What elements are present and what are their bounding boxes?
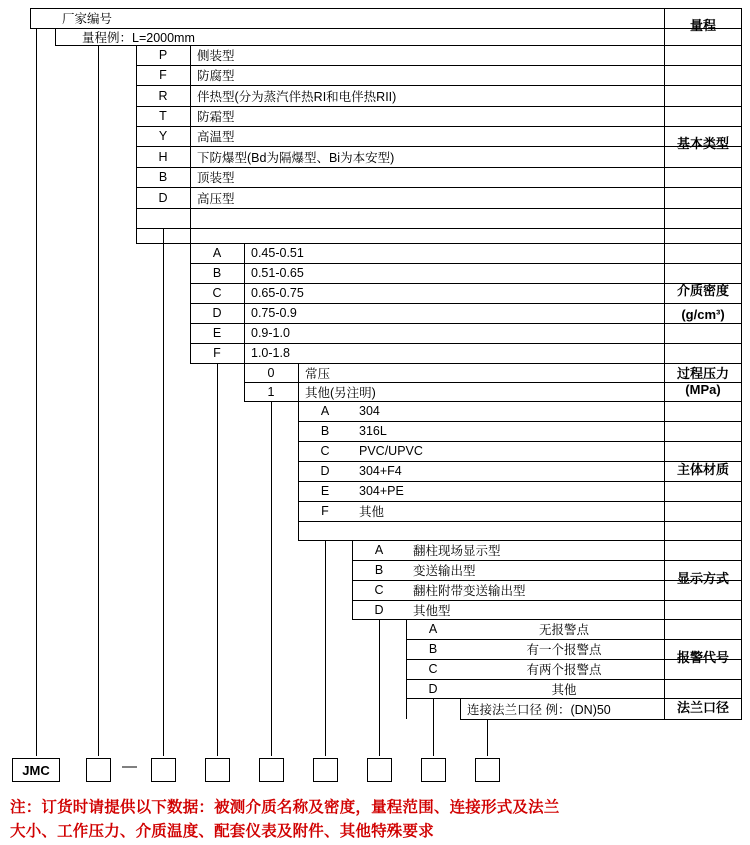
material-code: F: [321, 504, 329, 518]
material-code: A: [320, 404, 330, 418]
basic-type-text: 防腐型: [197, 69, 235, 83]
basic-type-text: 侧装型: [197, 49, 235, 63]
density-text: 1.0-1.8: [251, 346, 290, 360]
order-note-line1: 注：订货时请提供以下数据：被测介质名称及密度，量程范围、连接形式及法兰: [10, 799, 560, 816]
group-display-mode: 显示方式: [676, 571, 729, 587]
basic-type-code: H: [158, 149, 168, 164]
material-text: PVC/UPVC: [359, 444, 423, 458]
display-text: 翻柱附带变送输出型: [413, 584, 526, 598]
basic-type-code: Y: [158, 129, 168, 143]
leader-line: [98, 45, 99, 756]
order-note-line2: 大小、工作压力、介质温度、配套仪表及附件、其他特殊要求: [10, 823, 434, 841]
material-code: C: [320, 444, 330, 458]
code-box[interactable]: [475, 758, 500, 782]
range-example-label: 量程例：L=2000mm: [82, 30, 195, 45]
density-text: 0.51-0.65: [251, 266, 304, 280]
basic-type-code: R: [158, 88, 168, 103]
code-box[interactable]: [313, 758, 338, 782]
alarm-code: C: [428, 662, 438, 676]
basic-type-text: 高温型: [197, 130, 235, 144]
leader-line: [325, 540, 326, 756]
density-code: D: [212, 306, 222, 320]
density-code: F: [213, 346, 221, 360]
material-text: 316L: [359, 424, 387, 438]
basic-type-code: D: [158, 190, 168, 205]
group-density: 介质密度 (g/cm³): [676, 282, 729, 322]
group-body-material: 主体材质: [676, 462, 729, 478]
code-box[interactable]: [151, 758, 176, 782]
divider: [30, 8, 31, 28]
dash-separator: —: [122, 758, 137, 775]
display-code: C: [374, 583, 384, 597]
density-code: B: [212, 266, 222, 280]
code-box[interactable]: [259, 758, 284, 782]
pressure-text: 其他(另注明): [305, 385, 376, 400]
alarm-text: 有一个报警点: [526, 643, 602, 657]
alarm-text: 无报警点: [538, 623, 589, 637]
flange-text: 连接法兰口径 例：(DN)50: [467, 702, 611, 717]
basic-type-text: 顶装型: [197, 171, 235, 185]
density-text: 0.45-0.51: [251, 246, 304, 260]
density-text: 0.9-1.0: [251, 326, 290, 340]
group-alarm-code: 报警代号: [676, 650, 729, 666]
density-code: A: [212, 246, 222, 260]
alarm-code: A: [428, 622, 438, 636]
divider: [136, 228, 742, 229]
material-code: D: [320, 464, 330, 478]
leader-line: [163, 228, 164, 756]
leader-line: [36, 28, 37, 756]
basic-type-text: 下防爆型(Bd为隔爆型、Bi为本安型): [197, 150, 395, 165]
divider: [55, 28, 56, 45]
display-code: B: [374, 563, 384, 577]
pressure-code: 1: [267, 384, 275, 399]
leader-line: [433, 698, 434, 756]
code-box[interactable]: [86, 758, 111, 782]
basic-type-code: F: [159, 68, 167, 82]
alarm-code: D: [428, 681, 438, 696]
leader-line: [487, 719, 488, 756]
alarm-text: 有两个报警点: [526, 663, 602, 677]
display-text: 变送输出型: [413, 564, 476, 578]
display-code: D: [374, 602, 384, 617]
material-text: 304+PE: [359, 484, 404, 498]
alarm-code: B: [428, 642, 438, 656]
display-text: 翻柱现场显示型: [413, 544, 501, 558]
density-code: E: [212, 326, 222, 340]
order-note: [10, 796, 740, 844]
material-code: E: [320, 484, 330, 498]
code-box[interactable]: [367, 758, 392, 782]
basic-type-text: 伴热型(分为蒸汽伴热RI和电伴热RII): [197, 89, 397, 104]
pressure-text: 常压: [305, 366, 331, 381]
code-box[interactable]: [205, 758, 230, 782]
leader-line: [217, 363, 218, 756]
alarm-text: 其他: [551, 682, 577, 697]
divider: [460, 719, 742, 720]
material-text: 304: [359, 404, 380, 418]
model-code-box: JMC: [12, 758, 60, 782]
basic-type-text: 防霜型: [197, 110, 235, 124]
group-basic-type: 基本类型: [676, 135, 729, 151]
material-text: 其他: [359, 505, 385, 519]
manufacturer-number-label: 厂家编号: [62, 12, 113, 26]
basic-type-code: T: [159, 109, 167, 123]
material-text: 304+F4: [359, 464, 402, 478]
basic-type-text: 高压型: [197, 191, 235, 206]
density-text: 0.65-0.75: [251, 286, 304, 300]
display-code: A: [374, 543, 384, 557]
pressure-code: 0: [267, 365, 275, 380]
group-process-pressure: 过程压力 (MPa): [676, 365, 729, 397]
group-flange: 法兰口径: [676, 700, 729, 716]
basic-type-code: P: [158, 48, 168, 62]
density-code: C: [212, 286, 222, 300]
leader-line: [271, 401, 272, 756]
material-code: B: [320, 424, 330, 438]
group-range: 量程: [689, 18, 716, 34]
density-text: 0.75-0.9: [251, 306, 297, 320]
display-text: 其他型: [413, 603, 451, 618]
divider: [136, 208, 742, 209]
leader-line: [379, 619, 380, 756]
basic-type-code: B: [158, 170, 168, 184]
code-box[interactable]: [421, 758, 446, 782]
